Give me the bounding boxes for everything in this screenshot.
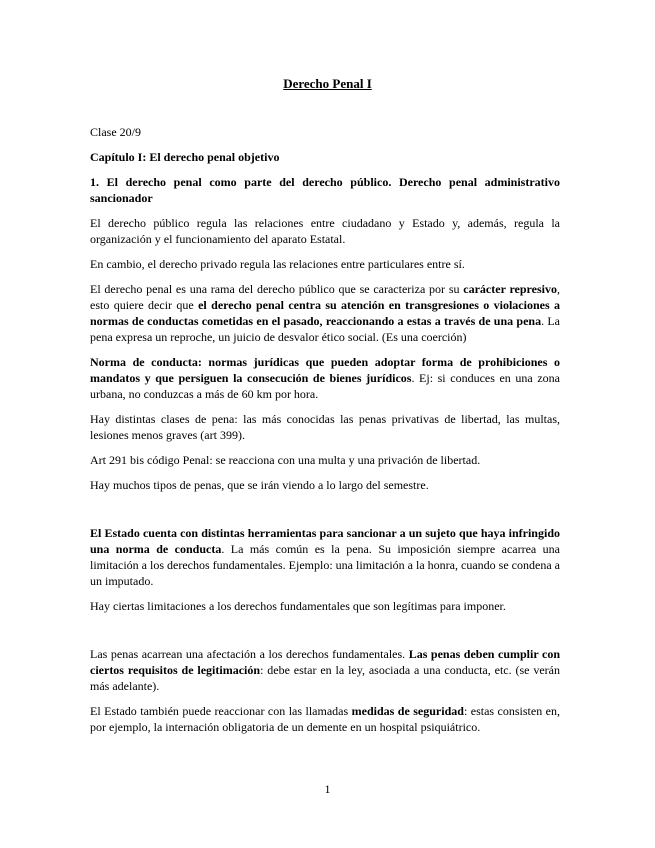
text-run: . La pena expresa un reproche, un juicio de desvalor ético social. (Es una coerción) xyxy=(90,314,561,344)
text-run: . La más común es la pena. Su imposición siempre acarrea una limitación a los derechos fundamentales. Ejemplo: una limitación a la honra, cuando se condena a un imputado. xyxy=(90,542,561,588)
paragraph-public-law: El derecho público regula las relaciones entre ciudadano y Estado y, además, regula la organización y el funcionamiento del aparato Estatal. xyxy=(90,216,560,246)
document-body xyxy=(90,124,560,744)
class-date: Clase 20/9 xyxy=(90,125,141,139)
bold-run: El Estado cuenta con distintas herramientas para sancionar a un sujeto que haya infringido una norma de conducta xyxy=(90,526,560,556)
spacer xyxy=(90,623,560,646)
bold-run: Norma de conducta: normas jurídicas que pueden adoptar forma de prohibiciones o mandatos y que persiguen la consecución de bienes jurídicos xyxy=(90,355,560,385)
paragraph-penal-law xyxy=(90,281,560,345)
document-title: Derecho Penal I xyxy=(283,76,372,91)
page-number: 1 xyxy=(324,782,331,796)
paragraph-conduct-norm xyxy=(90,354,560,402)
bold-run: Las penas deben cumplir con ciertos requisitos de legitimación xyxy=(90,647,561,677)
text-run: , esto quiere decir que xyxy=(90,282,560,312)
text-run: . Ej: si conduces en una zona urbana, no conduzcas a más de 60 km por hora. xyxy=(90,371,560,401)
text-run: Las penas acarrean una afectación a los derechos fundamentales. xyxy=(90,647,409,661)
text-run: El derecho penal es una rama del derecho público que se caracteriza por su xyxy=(90,282,464,296)
paragraph-art-291: Art 291 bis código Penal: se reacciona con una multa y una privación de libertad. xyxy=(90,453,481,467)
paragraph-private-law: En cambio, el derecho privado regula las relaciones entre particulares entre sí. xyxy=(90,257,465,271)
section-heading: 1. El derecho penal como parte del derecho público. Derecho penal administrativo sancionador xyxy=(90,175,560,205)
chapter-heading: Capítulo I: El derecho penal objetivo xyxy=(90,150,280,164)
text-run: : estas consisten en, por ejemplo, la internación obligatoria de un demente en un hospital psiquiátrico. xyxy=(90,704,560,734)
paragraph-penalty-types: Hay distintas clases de pena: las más conocidas las penas privativas de libertad, las multas, lesiones menos graves (art 399). xyxy=(90,412,560,442)
text-run: El Estado también puede reaccionar con las llamadas xyxy=(90,704,352,718)
bold-run: carácter represivo xyxy=(463,282,557,296)
paragraph-state-tools xyxy=(90,525,560,589)
bold-run: el derecho penal centra su atención en transgresiones o violaciones a normas de conductas cometidas en el pasado, reaccionando a estas a través de una pena xyxy=(90,298,561,328)
paragraph-security-measures xyxy=(90,703,560,735)
bold-run: medidas de seguridad xyxy=(351,704,464,718)
spacer xyxy=(90,502,560,525)
paragraph-legitimate-limits: Hay ciertas limitaciones a los derechos fundamentales que son legítimas para imponer. xyxy=(90,599,506,613)
text-run: : debe estar en la ley, asociada a una conducta, etc. (se verán más adelante). xyxy=(90,663,561,693)
paragraph-many-penalties: Hay muchos tipos de penas, que se irán viendo a lo largo del semestre. xyxy=(90,478,429,492)
paragraph-penalty-requirements xyxy=(90,646,560,694)
